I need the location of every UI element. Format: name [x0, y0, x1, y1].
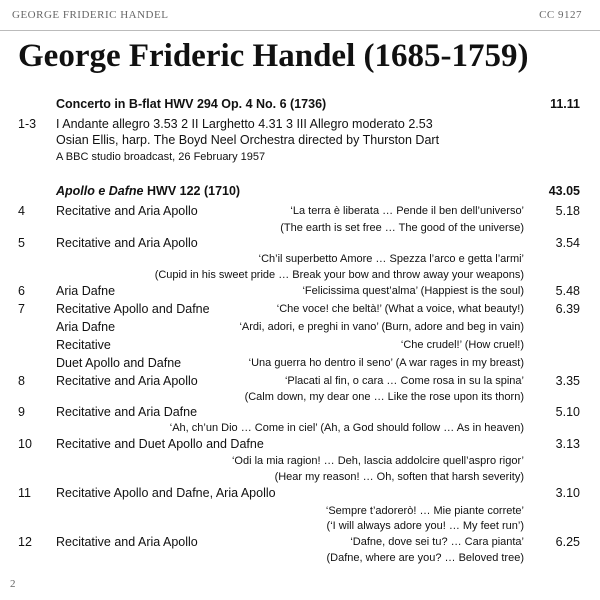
track-6-number: 6 [18, 284, 25, 298]
track-4-label: Recitative and Aria Apollo [56, 204, 198, 218]
concerto-tracks: 1-3 [18, 117, 37, 131]
track-5-label: Recitative and Aria Apollo [56, 236, 198, 250]
track-5-number: 5 [18, 236, 25, 250]
track-9-duration: 5.10 [555, 405, 580, 419]
track-5-duration: 3.54 [555, 236, 580, 250]
concerto-movements: I Andante allegro 3.53 2 II Larghetto 4.31 3 III Allegro moderato 2.53 [56, 117, 433, 131]
track-7-section-4-label: Duet Apollo and Dafne [56, 356, 182, 370]
track-4-translation: (The earth is set free … The good of the universe) [280, 222, 524, 234]
track-7-section-3-label: Recitative [56, 338, 111, 352]
track-7-duration: 6.39 [555, 302, 580, 316]
track-12-quote: ‘Dafne, dove sei tu? … Cara pianta’ [350, 536, 524, 548]
track-11-label: Recitative Apollo and Dafne, Aria Apollo [56, 486, 276, 500]
track-8-quote: ‘Placati al fin, o cara … Come rosa in su la spina’ [284, 375, 524, 387]
track-11-number: 11 [18, 486, 31, 500]
apollo-duration: 43.05 [548, 184, 580, 198]
track-7-label: Recitative Apollo and Dafne [56, 302, 210, 316]
apollo-heading [56, 184, 240, 198]
track-9-number: 9 [18, 405, 25, 419]
concerto-title: Concerto in B-flat HWV 294 Op. 4 No. 6 (1736) [56, 97, 327, 111]
track-12-duration: 6.25 [555, 535, 580, 549]
track-8-number: 8 [18, 374, 25, 388]
header-composer: GEORGE FRIDERIC HANDEL [12, 9, 169, 21]
track-6-duration: 5.48 [555, 284, 580, 298]
track-7-section-2-quote: ‘Ardi, adori, e preghi in vano’ (Burn, adore and beg in vain) [239, 321, 524, 333]
track-6-label: Aria Dafne [56, 284, 116, 298]
track-12-number: 12 [18, 535, 32, 549]
track-7-number: 7 [18, 302, 25, 316]
track-8-label: Recitative and Aria Apollo [56, 374, 198, 388]
track-8-translation: (Calm down, my dear one … Like the rose upon its thorn) [244, 391, 524, 403]
track-12-translation: (Dafne, where are you? … Beloved tree) [326, 552, 524, 564]
track-5-translation: (Cupid in his sweet pride … Break your bow and throw away your weapons) [154, 269, 524, 281]
track-10-quote: ‘Odi la mia ragion! … Deh, lascia addolcire quell’aspro rigor’ [231, 455, 524, 467]
page-title: George Frideric Handel (1685-1759) [18, 38, 529, 74]
track-10-translation: (Hear my reason! … Oh, soften that harsh severity) [274, 471, 524, 483]
concerto-broadcast: A BBC studio broadcast, 26 February 1957 [56, 151, 266, 163]
track-4-number: 4 [18, 204, 25, 218]
concerto-performers: Osian Ellis, harp. The Boyd Neel Orchestra directed by Thurston Dart [56, 133, 440, 147]
track-6-quote: ‘Felicissima quest’alma’ (Happiest is the soul) [302, 285, 524, 297]
track-8-duration: 3.35 [555, 374, 580, 388]
track-11-translation: (‘I will always adore you! … My feet run’) [326, 520, 524, 532]
track-9-label: Recitative and Aria Dafne [56, 405, 198, 419]
header-rule [0, 30, 600, 31]
track-12-label: Recitative and Aria Apollo [56, 535, 198, 549]
track-10-duration: 3.13 [555, 437, 580, 451]
track-7-quote: ‘Che voce! che beltà!’ (What a voice, what beauty!) [276, 303, 524, 315]
track-7-section-4-quote: ‘Una guerra ho dentro il seno’ (A war rages in my breast) [248, 357, 524, 369]
track-4-quote: ‘La terra è liberata … Pende il ben dell’universo’ [290, 205, 524, 217]
track-7-section-3-quote: ‘Che crudel!’ (How cruel!) [400, 339, 524, 351]
track-10-label: Recitative and Duet Apollo and Dafne [56, 437, 264, 451]
track-11-duration: 3.10 [555, 486, 580, 500]
track-10-number: 10 [18, 437, 32, 451]
apollo-title: Apollo e Dafne [56, 184, 144, 198]
apollo-hwv: HWV 122 (1710) [143, 184, 241, 198]
track-4-duration: 5.18 [555, 204, 580, 218]
header-catalog: CC 9127 [539, 9, 582, 21]
track-11-quote: ‘Sempre t’adorerò! … Mie piante correte’ [325, 505, 524, 517]
page-number: 2 [10, 578, 16, 590]
concerto-duration: 11.11 [550, 97, 580, 111]
track-9-quote: ‘Ah, ch’un Dio … Come in ciel’ (Ah, a God should follow … As in heaven) [169, 422, 524, 434]
track-5-quote: ‘Ch’il superbetto Amore … Spezza l’arco e getta l’armi’ [258, 253, 524, 265]
track-7-section-2-label: Aria Dafne [56, 320, 116, 334]
